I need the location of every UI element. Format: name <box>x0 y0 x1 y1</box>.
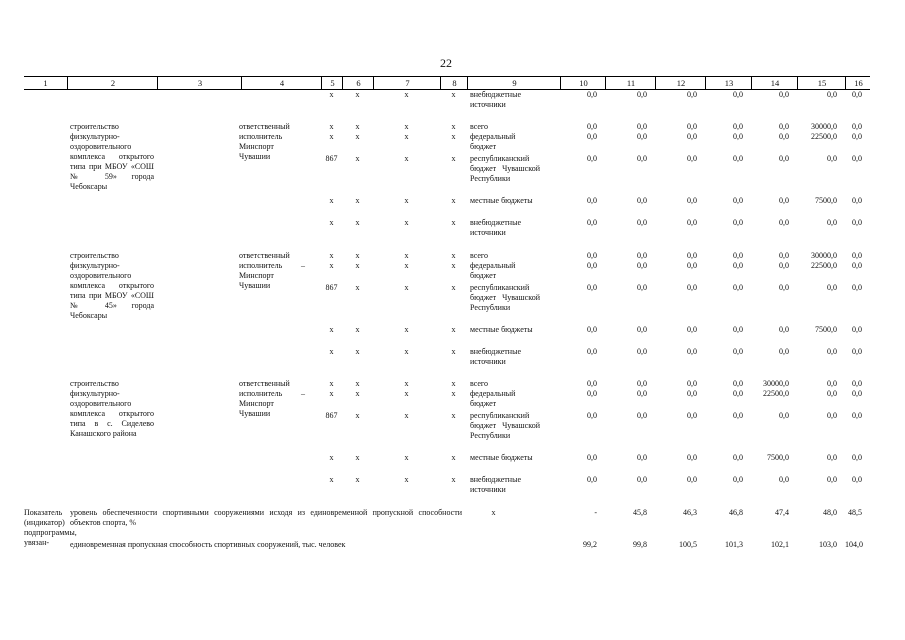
code-cell: x <box>329 347 334 356</box>
value-cell: 0,0 <box>587 261 597 270</box>
value-cell: 0,0 <box>733 90 743 99</box>
value-cell: 0,0 <box>587 475 597 484</box>
indicator-value: 99,2 <box>583 540 597 549</box>
funding-source: внебюджетные источники <box>470 90 521 109</box>
funding-source: внебюджетные источники <box>470 475 521 494</box>
value-cell: 0,0 <box>587 251 597 260</box>
column-header: 2 <box>67 77 158 89</box>
indicator-value: 48,0 <box>823 508 837 517</box>
value-cell: 0,0 <box>852 90 862 99</box>
code-cell: x <box>451 379 456 388</box>
value-cell: 0,0 <box>852 379 862 388</box>
code-cell: x <box>404 283 409 292</box>
code-cell: x <box>355 251 360 260</box>
code-cell: x <box>329 325 334 334</box>
value-cell: 0,0 <box>733 196 743 205</box>
code-cell: x <box>329 475 334 484</box>
value-cell: 0,0 <box>733 154 743 163</box>
indicator-label: Показатель (индикатор) подпрограммы, увязан- <box>24 508 77 547</box>
funding-source: местные бюджеты <box>470 453 533 462</box>
value-cell: 0,0 <box>779 347 789 356</box>
value-cell: 0,0 <box>637 218 647 227</box>
column-header: 9 <box>467 77 561 89</box>
indicator-value: 101,3 <box>725 540 743 549</box>
value-cell: 0,0 <box>852 154 862 163</box>
funding-source: внебюджетные источники <box>470 347 521 366</box>
value-cell: 0,0 <box>687 347 697 356</box>
code-cell: x <box>329 389 334 398</box>
value-cell: 0,0 <box>779 122 789 131</box>
code-cell: x <box>355 475 360 484</box>
indicator-value: 48,5 <box>848 508 862 517</box>
code-cell: x <box>404 196 409 205</box>
value-cell: 0,0 <box>852 411 862 420</box>
value-cell: 0,0 <box>733 411 743 420</box>
code-cell: x <box>355 132 360 141</box>
code-cell: x <box>329 218 334 227</box>
value-cell: 0,0 <box>687 154 697 163</box>
value-cell: 0,0 <box>637 453 647 462</box>
column-header: 15 <box>797 77 846 89</box>
value-cell: 22500,0 <box>763 389 789 398</box>
value-cell: 0,0 <box>852 475 862 484</box>
funding-source: местные бюджеты <box>470 196 533 205</box>
value-cell: 22500,0 <box>811 132 837 141</box>
code-cell: x <box>451 453 456 462</box>
code-cell: x <box>404 154 409 163</box>
value-cell: 0,0 <box>779 218 789 227</box>
value-cell: 0,0 <box>852 389 862 398</box>
code-cell: x <box>451 154 456 163</box>
code-cell: x <box>451 132 456 141</box>
value-cell: 30000,0 <box>811 122 837 131</box>
executor: ответственный исполнитель Минспорт Чувашии <box>239 122 290 161</box>
code-cell: x <box>404 411 409 420</box>
code-cell: x <box>404 389 409 398</box>
code-cell: x <box>355 283 360 292</box>
value-cell: 0,0 <box>587 154 597 163</box>
value-cell: 0,0 <box>827 475 837 484</box>
value-cell: 0,0 <box>587 453 597 462</box>
value-cell: 0,0 <box>687 283 697 292</box>
value-cell: 0,0 <box>733 475 743 484</box>
indicator-value: 99,8 <box>633 540 647 549</box>
column-header: 7 <box>373 77 441 89</box>
value-cell: 0,0 <box>779 475 789 484</box>
indicator-value: 100,5 <box>679 540 697 549</box>
indicator-value: 103,0 <box>819 540 837 549</box>
indicator-value: 46,3 <box>683 508 697 517</box>
code-cell: x <box>355 154 360 163</box>
code-cell: x <box>355 218 360 227</box>
value-cell: 0,0 <box>587 122 597 131</box>
code-cell: x <box>355 411 360 420</box>
value-cell: 0,0 <box>733 325 743 334</box>
value-cell: 7500,0 <box>767 453 789 462</box>
code-cell: x <box>329 196 334 205</box>
value-cell: 0,0 <box>733 132 743 141</box>
value-cell: 0,0 <box>852 283 862 292</box>
code-cell: x <box>451 325 456 334</box>
value-cell: 0,0 <box>852 347 862 356</box>
funding-source: всего <box>470 379 489 388</box>
code-cell: x <box>451 389 456 398</box>
value-cell: 0,0 <box>587 218 597 227</box>
code-cell: x <box>329 379 334 388</box>
value-cell: 0,0 <box>827 379 837 388</box>
value-cell: 0,0 <box>637 475 647 484</box>
value-cell: 0,0 <box>852 132 862 141</box>
value-cell: 0,0 <box>733 122 743 131</box>
value-cell: 0,0 <box>827 347 837 356</box>
funding-source: всего <box>470 251 489 260</box>
code-cell: x <box>404 122 409 131</box>
value-cell: 0,0 <box>827 283 837 292</box>
column-header: 14 <box>751 77 798 89</box>
code-cell: x <box>404 90 409 99</box>
code-cell: x <box>355 196 360 205</box>
column-header: 1 <box>43 78 48 88</box>
value-cell: 0,0 <box>733 453 743 462</box>
value-cell: 0,0 <box>687 132 697 141</box>
value-cell: 0,0 <box>637 389 647 398</box>
value-cell: 0,0 <box>587 132 597 141</box>
value-cell: 0,0 <box>587 196 597 205</box>
value-cell: 0,0 <box>587 379 597 388</box>
value-cell: 0,0 <box>733 347 743 356</box>
code-cell: x <box>329 90 334 99</box>
value-cell: 0,0 <box>637 325 647 334</box>
code-cell: x <box>451 475 456 484</box>
code-cell: x <box>451 122 456 131</box>
indicator-value: 46,8 <box>729 508 743 517</box>
value-cell: 0,0 <box>687 475 697 484</box>
value-cell: 0,0 <box>637 251 647 260</box>
value-cell: 0,0 <box>587 283 597 292</box>
code-cell: x <box>355 325 360 334</box>
value-cell: 0,0 <box>637 347 647 356</box>
value-cell: 0,0 <box>852 218 862 227</box>
code-cell: x <box>451 347 456 356</box>
code-cell: x <box>329 453 334 462</box>
code-cell: x <box>451 251 456 260</box>
indicator-value: 104,0 <box>845 540 863 549</box>
value-cell: 0,0 <box>687 411 697 420</box>
funding-source: республиканский бюджет Чувашской Республики <box>470 283 540 312</box>
funding-source: федеральный бюджет <box>470 261 516 280</box>
value-cell: 0,0 <box>733 251 743 260</box>
value-cell: 0,0 <box>779 90 789 99</box>
code-cell: 867 <box>325 154 338 163</box>
code-cell: x <box>329 261 334 270</box>
value-cell: 0,0 <box>637 122 647 131</box>
funding-source: внебюджетные источники <box>470 218 521 237</box>
code-cell: x <box>451 218 456 227</box>
value-cell: 0,0 <box>687 325 697 334</box>
code-cell: x <box>404 379 409 388</box>
value-cell: 0,0 <box>687 196 697 205</box>
funding-source: федеральный бюджет <box>470 132 516 151</box>
funding-source: федеральный бюджет <box>470 389 516 408</box>
value-cell: 0,0 <box>852 453 862 462</box>
value-cell: 0,0 <box>687 251 697 260</box>
indicator-code: x <box>491 508 496 517</box>
value-cell: 0,0 <box>687 453 697 462</box>
page-number: 22 <box>440 56 452 70</box>
code-cell: x <box>451 90 456 99</box>
value-cell: 0,0 <box>687 218 697 227</box>
indicator-value: - <box>594 508 597 517</box>
value-cell: 0,0 <box>852 325 862 334</box>
indicator-text: единовременная пропускная способность спортивных сооружений, тыс. человек <box>70 540 346 549</box>
value-cell: 0,0 <box>779 411 789 420</box>
value-cell: 0,0 <box>733 261 743 270</box>
value-cell: 0,0 <box>733 389 743 398</box>
value-cell: 0,0 <box>852 261 862 270</box>
code-cell: x <box>355 453 360 462</box>
code-cell: x <box>451 411 456 420</box>
measure-name: строительство физкультурно-оздоровительного комплекса открытого типа в с. Сиделево Канашского района <box>70 379 154 438</box>
value-cell: 0,0 <box>637 411 647 420</box>
code-cell: x <box>329 132 334 141</box>
value-cell: 0,0 <box>637 154 647 163</box>
value-cell: 0,0 <box>827 389 837 398</box>
measure-name: строительство физкультурно-оздоровительного комплекса открытого типа при МБОУ «СОШ № 59» города Чебоксары <box>70 122 154 191</box>
column-header: 12 <box>655 77 706 89</box>
code-cell: x <box>404 475 409 484</box>
column-header: 3 <box>157 77 242 89</box>
value-cell: 0,0 <box>687 261 697 270</box>
value-cell: 7500,0 <box>815 196 837 205</box>
value-cell: 0,0 <box>827 411 837 420</box>
value-cell: 0,0 <box>637 283 647 292</box>
code-cell: x <box>451 196 456 205</box>
code-cell: x <box>404 261 409 270</box>
code-cell: x <box>355 261 360 270</box>
funding-source: всего <box>470 122 489 131</box>
executor: ответственный исполнитель – Минспорт Чувашии <box>239 379 305 418</box>
value-cell: 0,0 <box>637 90 647 99</box>
value-cell: 0,0 <box>852 122 862 131</box>
column-header: 16 <box>845 77 871 89</box>
value-cell: 0,0 <box>779 196 789 205</box>
code-cell: x <box>355 90 360 99</box>
value-cell: 0,0 <box>637 379 647 388</box>
code-cell: x <box>329 251 334 260</box>
column-header: 11 <box>605 77 656 89</box>
indicator-value: 47,4 <box>775 508 789 517</box>
value-cell: 0,0 <box>637 196 647 205</box>
code-cell: x <box>404 132 409 141</box>
value-cell: 0,0 <box>587 90 597 99</box>
indicator-value: 102,1 <box>771 540 789 549</box>
value-cell: 22500,0 <box>811 261 837 270</box>
code-cell: x <box>355 122 360 131</box>
column-header: 13 <box>705 77 752 89</box>
value-cell: 0,0 <box>587 347 597 356</box>
value-cell: 0,0 <box>852 251 862 260</box>
code-cell: x <box>355 347 360 356</box>
executor: ответственный исполнитель – Минспорт Чувашии <box>239 251 305 290</box>
column-header: 10 <box>560 77 606 89</box>
indicator-value: 45,8 <box>633 508 647 517</box>
value-cell: 30000,0 <box>763 379 789 388</box>
value-cell: 0,0 <box>733 283 743 292</box>
value-cell: 0,0 <box>779 251 789 260</box>
value-cell: 0,0 <box>827 218 837 227</box>
value-cell: 0,0 <box>637 132 647 141</box>
code-cell: x <box>404 325 409 334</box>
value-cell: 0,0 <box>687 90 697 99</box>
code-cell: x <box>355 379 360 388</box>
value-cell: 0,0 <box>733 379 743 388</box>
value-cell: 0,0 <box>827 453 837 462</box>
value-cell: 0,0 <box>779 283 789 292</box>
column-header: 6 <box>342 77 374 89</box>
column-header: 4 <box>241 77 322 89</box>
code-cell: x <box>451 283 456 292</box>
value-cell: 0,0 <box>587 325 597 334</box>
value-cell: 0,0 <box>587 411 597 420</box>
value-cell: 0,0 <box>779 325 789 334</box>
measure-name: строительство физкультурно-оздоровительного комплекса открытого типа при МБОУ «СОШ № 45» города Чебоксары <box>70 251 154 320</box>
value-cell: 7500,0 <box>815 325 837 334</box>
value-cell: 0,0 <box>779 261 789 270</box>
value-cell: 0,0 <box>587 389 597 398</box>
code-cell: x <box>404 453 409 462</box>
value-cell: 30000,0 <box>811 251 837 260</box>
value-cell: 0,0 <box>637 261 647 270</box>
code-cell: x <box>451 261 456 270</box>
value-cell: 0,0 <box>827 154 837 163</box>
code-cell: x <box>404 251 409 260</box>
code-cell: x <box>355 389 360 398</box>
column-header: 8 <box>440 77 468 89</box>
indicator-text: уровень обеспеченности спортивными сооружениями исходя из единовременной пропускной способности объектов спорта, % <box>70 508 462 527</box>
value-cell: 0,0 <box>687 379 697 388</box>
funding-source: республиканский бюджет Чувашской Республики <box>470 154 540 183</box>
table-header <box>24 76 870 90</box>
column-header: 5 <box>321 77 343 89</box>
value-cell: 0,0 <box>779 132 789 141</box>
value-cell: 0,0 <box>779 154 789 163</box>
funding-source: республиканский бюджет Чувашской Республики <box>470 411 540 440</box>
funding-source: местные бюджеты <box>470 325 533 334</box>
value-cell: 0,0 <box>687 389 697 398</box>
code-cell: x <box>404 347 409 356</box>
value-cell: 0,0 <box>733 218 743 227</box>
value-cell: 0,0 <box>827 90 837 99</box>
value-cell: 0,0 <box>852 196 862 205</box>
code-cell: 867 <box>325 283 338 292</box>
code-cell: 867 <box>325 411 338 420</box>
code-cell: x <box>404 218 409 227</box>
code-cell: x <box>329 122 334 131</box>
value-cell: 0,0 <box>687 122 697 131</box>
